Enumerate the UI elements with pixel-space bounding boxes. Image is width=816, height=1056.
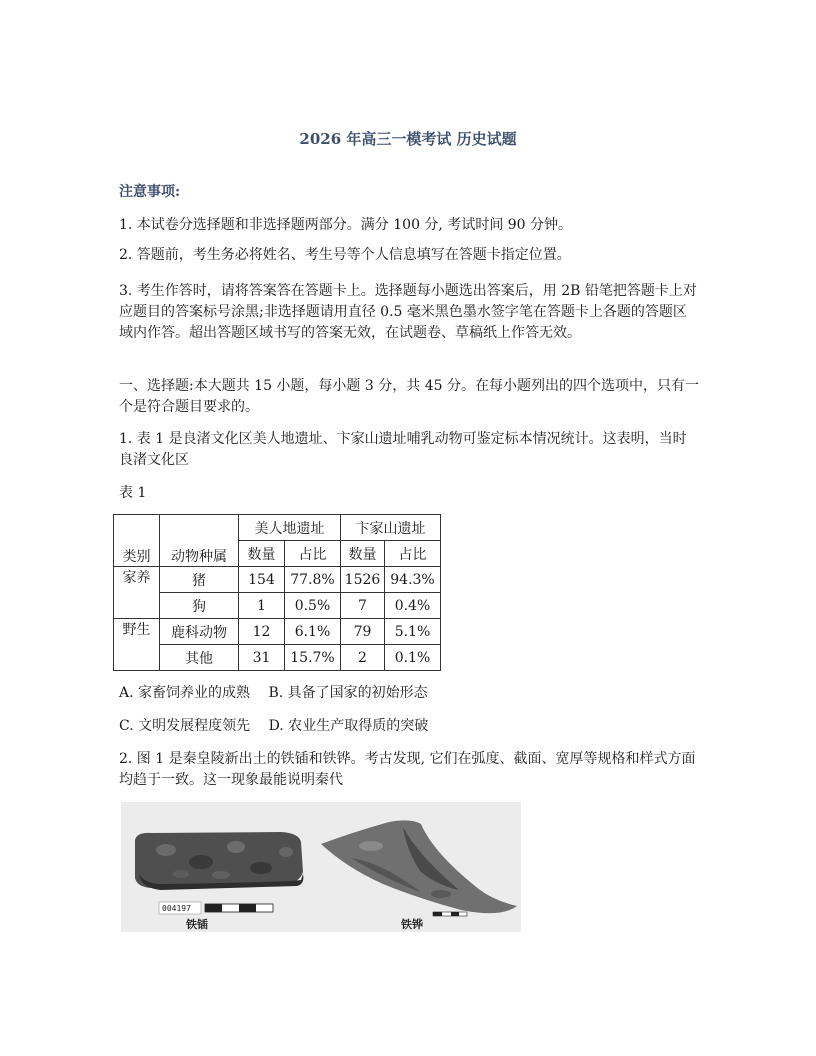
question-2-stem: 2. 图 1 是秦皇陵新出土的铁锸和铁铧。考古发现, 它们在弧度、截面、宽厚等规格和样式方面均趋于一致。这一现象最能说明秦代	[119, 751, 696, 788]
header-ratio: 占比	[285, 541, 341, 567]
count-cell: 79	[341, 619, 385, 645]
figure-1-photo	[121, 802, 521, 932]
ratio-cell: 6.1%	[285, 619, 341, 645]
ratio-cell: 0.4%	[385, 593, 441, 619]
table-1-label: 表 1	[119, 485, 147, 501]
table-row	[114, 619, 441, 645]
category-wild: 野生	[114, 619, 160, 671]
notice-item-2: 2. 答题前，考生务必将姓名、考生号等个人信息填写在答题卡指定位置。	[119, 247, 571, 263]
ratio-cell: 15.7%	[285, 645, 341, 671]
scale-bar-left	[205, 904, 273, 912]
header-count: 数量	[341, 541, 385, 567]
header-count: 数量	[239, 541, 285, 567]
ratio-cell: 94.3%	[385, 567, 441, 593]
notice-item-3: 3. 考生作答时，请将答案答在答题卡上。选择题每小题选出答案后，用 2B 铅笔把答题卡上对应题目的答案标号涂黑;非选择题请用直径 0.5 毫米黑色墨水签字笔在答题卡上各题的答题区域内作答。超出答题区域书写的答案无效，在试题卷、草稿纸上作答无效。	[119, 283, 697, 341]
ratio-cell: 5.1%	[385, 619, 441, 645]
category-domestic: 家养	[114, 567, 160, 619]
label-iron-plowshare: 铁铧	[401, 918, 423, 931]
ratio-cell: 0.1%	[385, 645, 441, 671]
notice-heading: 注意事项:	[119, 184, 181, 200]
species-cell: 鹿科动物	[160, 619, 239, 645]
page-title: 2026 年高三一模考试 历史试题	[299, 130, 517, 148]
header-site-1: 美人地遗址	[239, 515, 341, 541]
count-cell: 12	[239, 619, 285, 645]
species-cell: 猪	[160, 567, 239, 593]
count-cell: 7	[341, 593, 385, 619]
header-species: 动物种属	[160, 515, 239, 567]
table-row	[114, 567, 441, 593]
count-cell: 31	[239, 645, 285, 671]
ratio-cell: 77.8%	[285, 567, 341, 593]
scale-bar-right	[433, 912, 467, 916]
section-1-intro: 一、选择题:本大题共 15 小题，每小题 3 分，共 45 分。在每小题列出的四个选项中，只有一个是符合题目要求的。	[119, 378, 699, 415]
question-1-options-ab: A. 家畜饲养业的成熟 B. 具备了国家的初始形态	[119, 685, 428, 701]
table-row	[114, 515, 441, 541]
header-category: 类别	[114, 515, 160, 567]
header-site-2: 卞家山遗址	[341, 515, 441, 541]
ratio-cell: 0.5%	[285, 593, 341, 619]
notice-item-1: 1. 本试卷分选择题和非选择题两部分。满分 100 分, 考试时间 90 分钟。	[119, 217, 573, 233]
question-1-options-cd: C. 文明发展程度领先 D. 农业生产取得质的突破	[119, 718, 429, 734]
table-row	[114, 593, 441, 619]
question-1-stem: 1. 表 1 是良渚文化区美人地遗址、卞家山遗址哺乳动物可鉴定标本情况统计。这表明，当时良渚文化区	[119, 431, 687, 468]
label-iron-spade: 铁锸	[186, 918, 208, 931]
count-cell: 2	[341, 645, 385, 671]
header-ratio: 占比	[385, 541, 441, 567]
species-cell: 其他	[160, 645, 239, 671]
iron-spade-image	[135, 832, 303, 890]
count-cell: 1	[239, 593, 285, 619]
count-cell: 1526	[341, 567, 385, 593]
figure-1-artifacts	[121, 802, 521, 932]
count-cell: 154	[239, 567, 285, 593]
species-cell: 狗	[160, 593, 239, 619]
table-row	[114, 645, 441, 671]
table-1	[113, 514, 441, 671]
catalog-number: 004197	[162, 904, 191, 913]
